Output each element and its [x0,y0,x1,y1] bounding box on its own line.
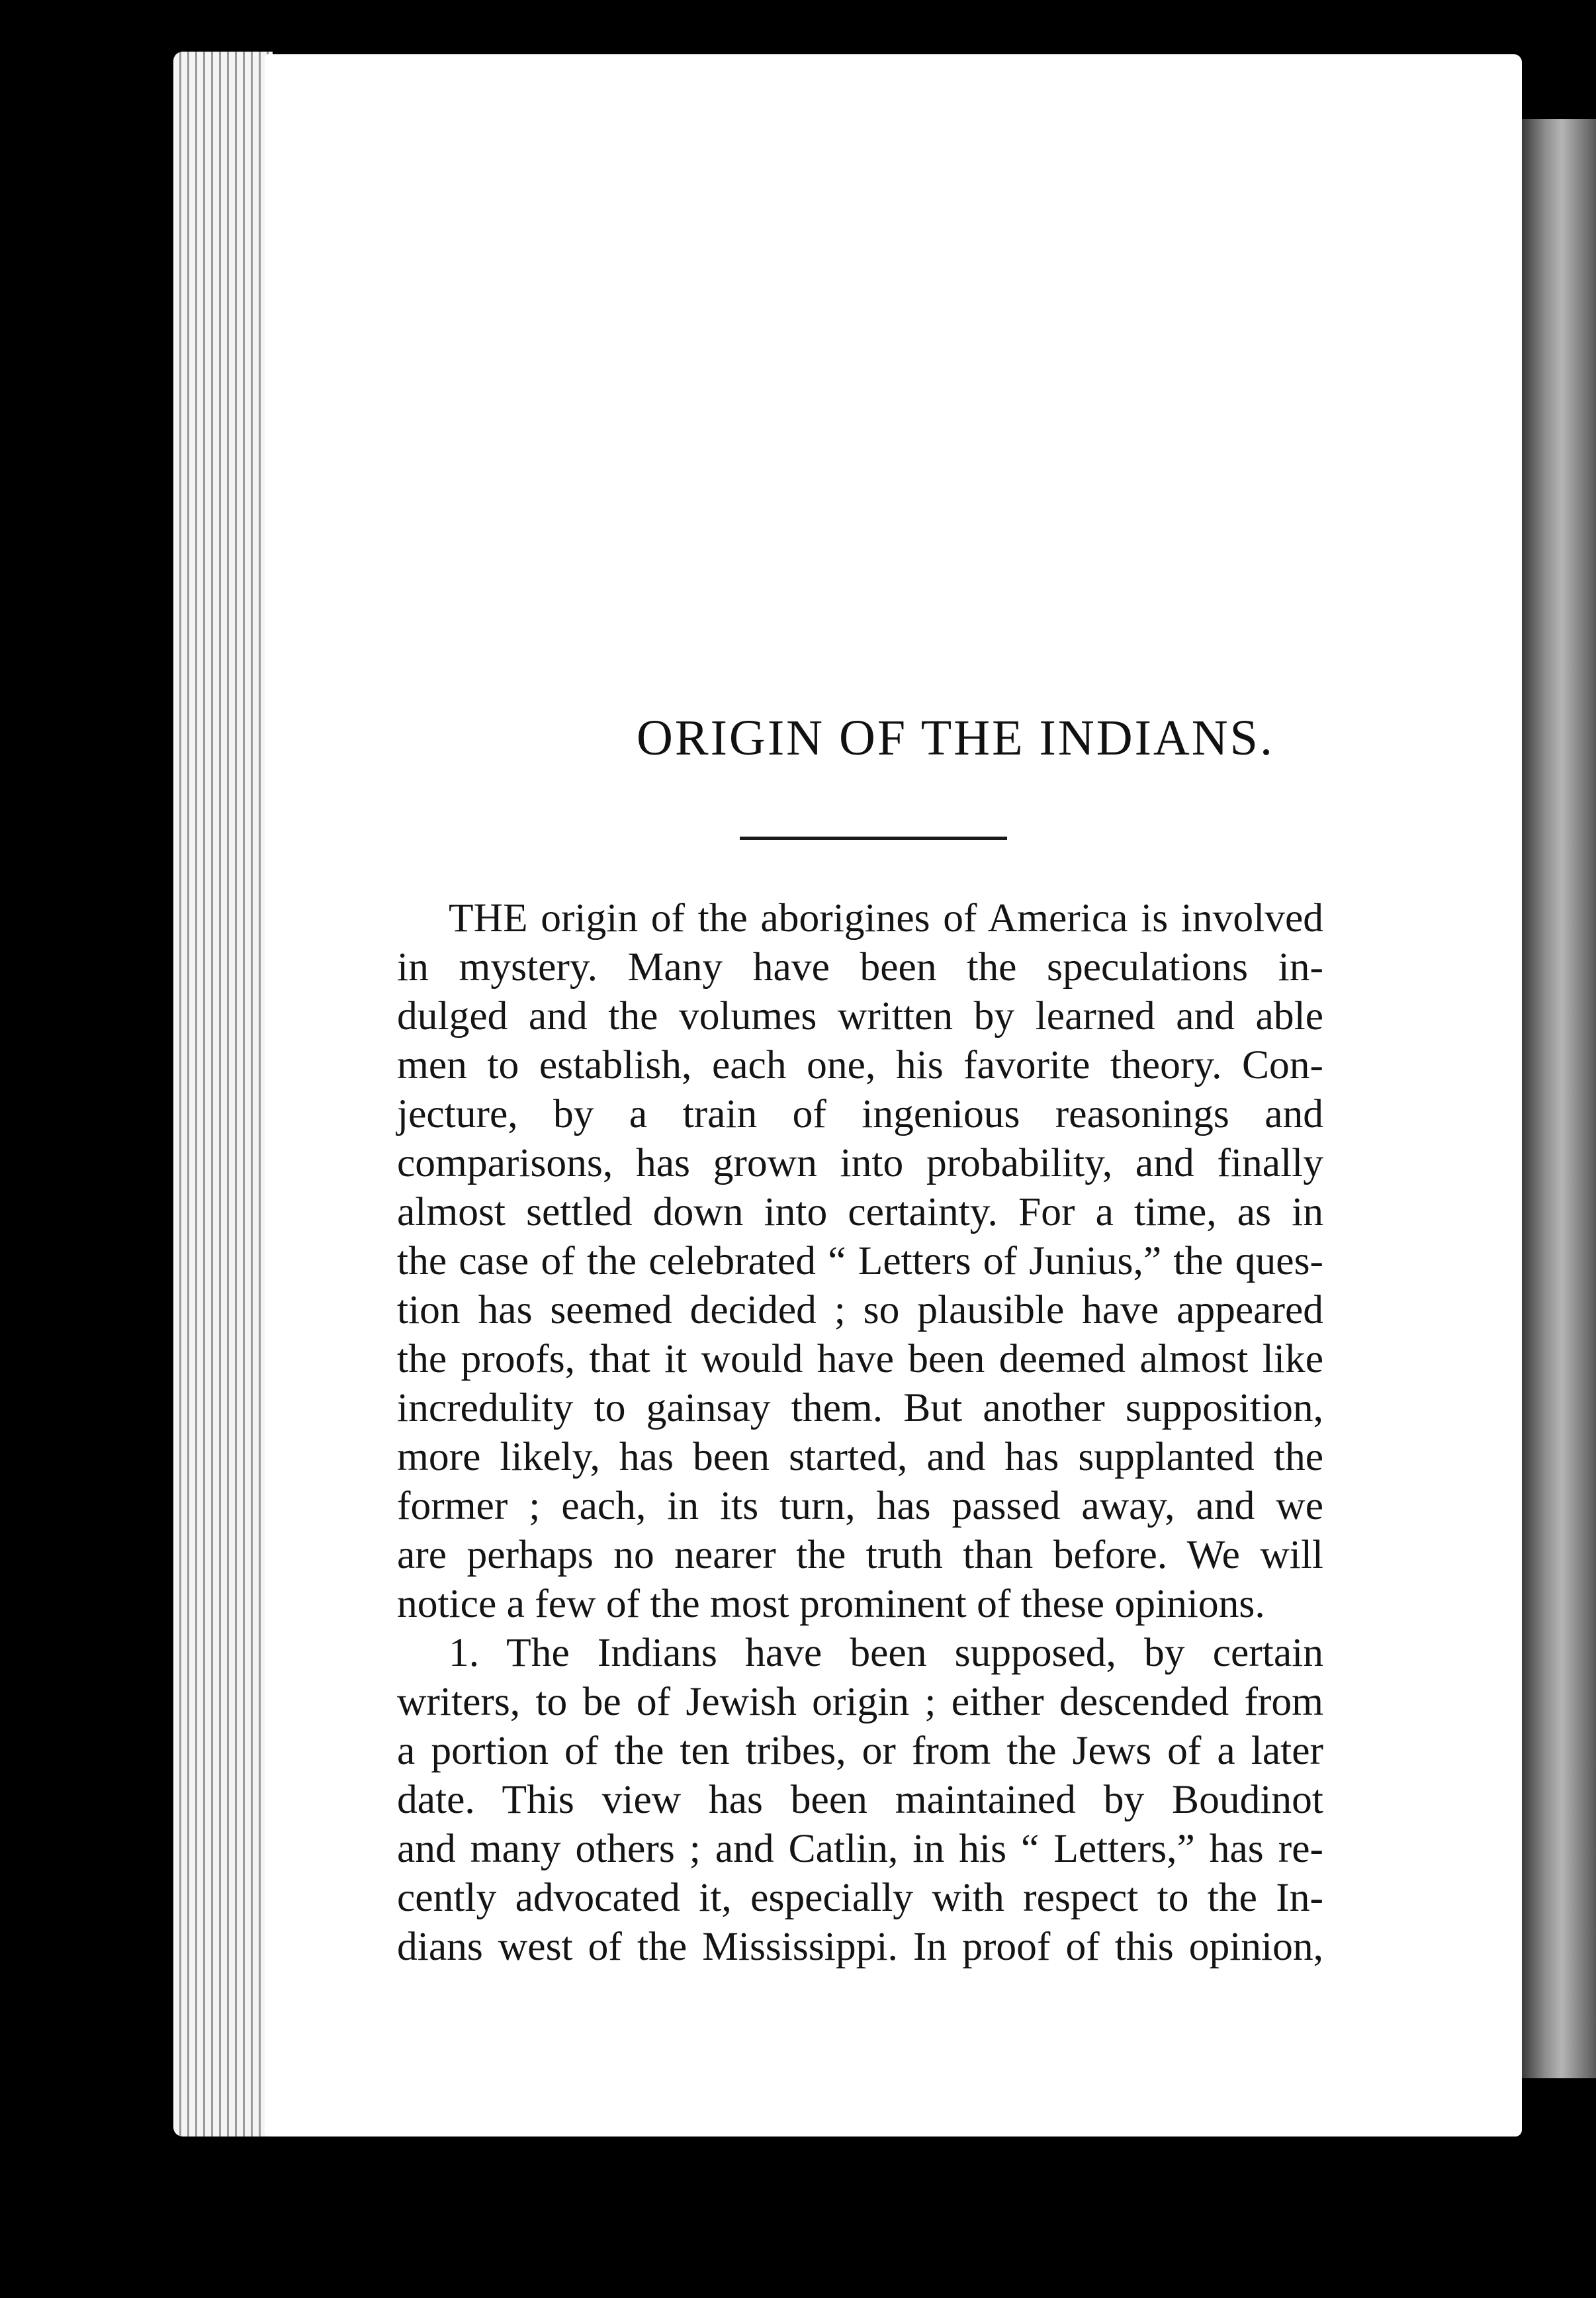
text-line: writers, to be of Jewish origin ; either descended from [397,1679,1323,1724]
text-line: are perhaps no nearer the truth than before. We will [397,1532,1323,1577]
text-line: 1. The Indians have been supposed, by certain [449,1630,1323,1675]
body-text [397,894,1323,1971]
text-line: former ; each, in its turn, has passed away, and we [397,1483,1323,1528]
text-line: and many others ; and Catlin, in his “ Letters,” has re- [397,1826,1323,1871]
text-line: more likely, has been started, and has supplanted the [397,1434,1323,1479]
text-line: comparisons, has grown into probability, and finally [397,1140,1323,1185]
text-line: date. This view has been maintained by Boudinot [397,1777,1323,1822]
text-line: dians west of the Mississippi. In proof of this opinion, [397,1924,1323,1969]
text-line: the case of the celebrated “ Letters of Junius,” the ques- [397,1238,1323,1283]
page-edges [173,52,273,2137]
text-line: almost settled down into certainty. For a time, as in [397,1189,1323,1234]
text-line: in mystery. Many have been the speculations in- [397,944,1323,989]
facing-page-edge [1522,119,1596,2078]
text-line: tion has seemed decided ; so plausible have appeared [397,1287,1323,1332]
text-line: dulged and the volumes written by learned and able [397,993,1323,1038]
page-sheet [265,54,1522,2137]
text-line: cently advocated it, especially with respect to the In- [397,1875,1323,1920]
text-line: incredulity to gainsay them. But another supposition, [397,1385,1323,1430]
heading-rule [740,837,1007,840]
text-line: men to establish, each one, his favorite theory. Con- [397,1042,1323,1087]
chapter-heading [265,710,1522,767]
text-line: notice a few of the most prominent of these opinions. [397,1581,1265,1626]
text-line: the proofs, that it would have been deemed almost like [397,1336,1323,1381]
text-line: jecture, by a train of ingenious reasonings and [397,1091,1323,1136]
text-line: THE origin of the aborigines of America is involved [449,896,1323,941]
chapter-heading-text: ORIGIN OF THE INDIANS. [637,710,1274,766]
text-line: a portion of the ten tribes, or from the Jews of a later [397,1728,1323,1773]
